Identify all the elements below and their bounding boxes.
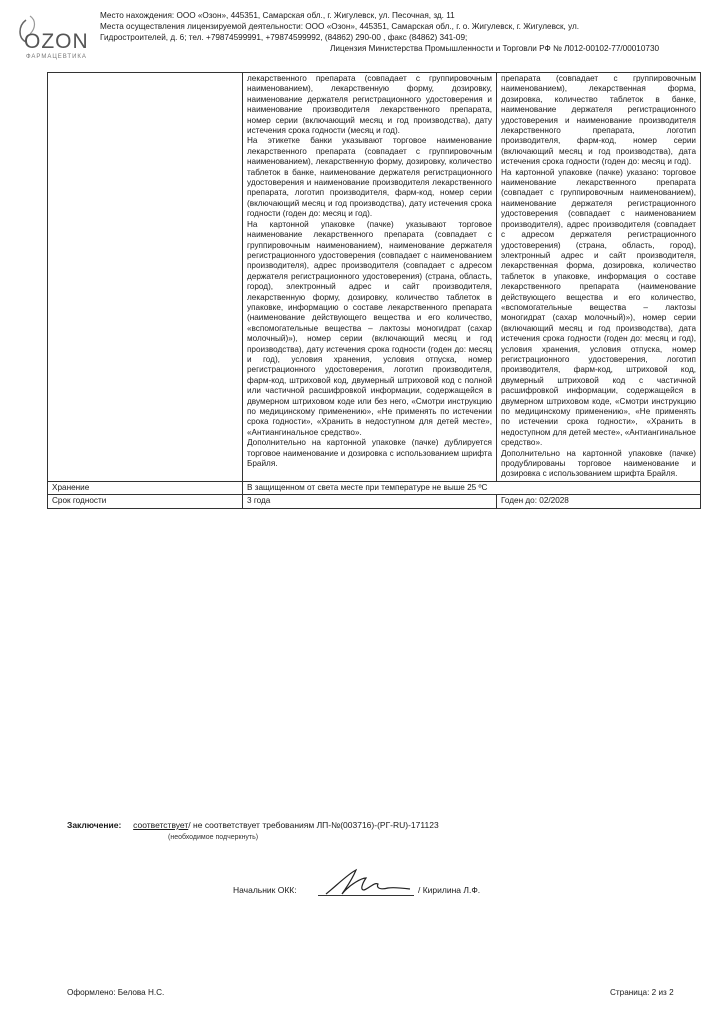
header-contacts: Гидростроителей, д. 6; тел. +79874599991, +79874599992, (84862) 290-00 , факс (84862) 341-09;	[100, 33, 468, 42]
table-row-storage	[48, 481, 701, 494]
shelf-life-label: Срок годности	[48, 495, 243, 508]
company-header	[100, 10, 700, 54]
shelf-life-spec: 3 года	[243, 495, 497, 508]
logo-subtext: ФАРМАЦЕВТИКА	[26, 54, 87, 60]
shelf-life-result: Годен до: 02/2028	[497, 495, 701, 508]
logo-text: OZON	[24, 30, 89, 53]
result-paragraph: На картонной упаковке (пачке) указано: торговое наименование лекарственного препарата (совпадает с группировочным наименованием), наименование держателя регистрационного удостоверения (совпадает с наименованием производителя), адрес производителя (совпадает с адресом держателя регистрационного удостоверения) (страна, область, город), электронный адрес и сайт производителя, лекарственная форма, дозировка, количество таблеток в упаковке, информация о составе лекарственного препарата (наименование действующего вещества и его количество, «вспомогательные вещества – лактозы моногидрат (сахар молочный)»), номер серии (включающий месяц и год производства), дата истечения срока годности (годен до: месяц и год), условия хранения, условия отпуска, номер регистрационного удостоверения, логотип производителя, фарм-код, штриховой код, двумерный штриховой код с частичной расшифровкой информации, содержащейся в двумерном штриховом коде, «Смотри инструкцию по медицинскому применению», «Не применять по истечении срока годности», «Хранить в недоступном для детей месте», «Антиангинальное средство».	[501, 167, 696, 448]
storage-spec: В защищенном от света месте при температуре не выше 25 ºС	[243, 481, 701, 494]
labeling-spec-cell	[243, 73, 497, 482]
signature-label: Начальник ОКК:	[233, 885, 297, 895]
labeling-label-cell	[48, 73, 243, 482]
table-row-labeling	[48, 73, 701, 482]
spec-paragraph: лекарственного препарата (совпадает с группировочным наименованием), лекарственную форму, дозировку, наименование держателя регистрационного удостоверения и наименование производителя лекарственного препарата, номер серии (включающий месяц и год производства), дату истечения срока годности (месяц и год).	[247, 74, 492, 136]
conclusion-label: Заключение:	[67, 820, 122, 830]
table-row-shelf-life	[48, 495, 701, 508]
storage-label: Хранение	[48, 481, 243, 494]
conclusion-option-yes: соответствует	[133, 820, 189, 830]
result-paragraph: Дополнительно на картонной упаковке (пачке) продублированы торговое наименование и дозировка с использованием шрифта Брайля.	[501, 448, 696, 479]
header-activity-places: Места осуществления лицензируемой деятельности: ООО «Озон», 445351, Самарская обл., г. о. Жигулевск, г. Жигулевск, ул.	[100, 22, 580, 31]
labeling-result-cell	[497, 73, 701, 482]
page-number: Страница: 2 из 2	[610, 988, 674, 997]
prepared-by: Оформлено: Белова Н.С.	[67, 988, 165, 997]
analysis-table	[47, 72, 701, 509]
conclusion-hint: (необходимое подчеркнуть)	[168, 834, 259, 841]
conclusion	[67, 820, 439, 830]
conclusion-separator: /	[188, 820, 191, 830]
header-address: Место нахождения: ООО «Озон», 445351, Самарская обл., г. Жигулевск, ул. Песочная, зд. 11	[100, 11, 455, 20]
signature-name: / Кирилина Л.Ф.	[418, 885, 481, 895]
spec-paragraph: Дополнительно на картонной упаковке (пачке) дублируется торговое наименование и дозировка с использованием шрифта Брайля.	[247, 438, 492, 469]
spec-paragraph: На картонной упаковке (пачке) указывают торговое наименование лекарственного препарата (совпадает с группировочным наименованием), наименование держателя регистрационного удостоверения (совпадает с наименованием производителя), адрес производителя (совпадает с адресом держателя регистрационного удостоверения) (страна, область, город), электронный адрес и сайт производителя, лекарственную форму, дозировку, количество таблеток в упаковке, информацию о составе лекарственного препарата (наименование действующего вещества и его количество, «вспомогательные вещества – лактозы моногидрат (сахар молочный)»), номер серии (включающий месяц и год производства), дату истечения срока годности (годен до: месяц и год), условия хранения, условия отпуска, номер регистрационного удостоверения, логотип производителя, фарм-код, штриховой код, двумерный штриховой код с полной или частичной расшифровкой информации, содержащейся в двумерном штриховом коде или без него, «Смотри инструкцию по медицинскому применению», «Не применять по истечении срока годности», «Хранить в недоступном для детей месте», «Антиангинальное средство».	[247, 219, 492, 437]
spec-paragraph: На этикетке банки указывают торговое наименование лекарственного препарата (совпадает с группировочным наименованием), лекарственную форму, дозировку, количество таблеток в банке, наименование держателя регистрационного удостоверения и наименование производителя лекарственного препарата, логотип производителя, фарм-код, номер серии (включающий месяц и год производства), дату истечения срока годности (годен до: месяц и год).	[247, 136, 492, 219]
handwritten-signature-icon	[322, 866, 412, 898]
header-license: Лицензия Министерства Промышленности и Торговли РФ № Л012-00102-77/00010730	[330, 44, 660, 53]
conclusion-option-no: не соответствует	[193, 820, 260, 830]
result-paragraph: препарата (совпадает с группировочным наименованием), лекарственная форма, дозировка, количество таблеток в банке, наименование держателя регистрационного удостоверения и наименование производителя лекарственного препарата, логотип производителя, фарм-код, номер серии (включающий месяц и год производства), дата истечения срока годности (годен до: месяц и год).	[501, 74, 696, 167]
conclusion-text: требованиям ЛП-№(003716)-(РГ-RU)-171123	[262, 820, 439, 830]
